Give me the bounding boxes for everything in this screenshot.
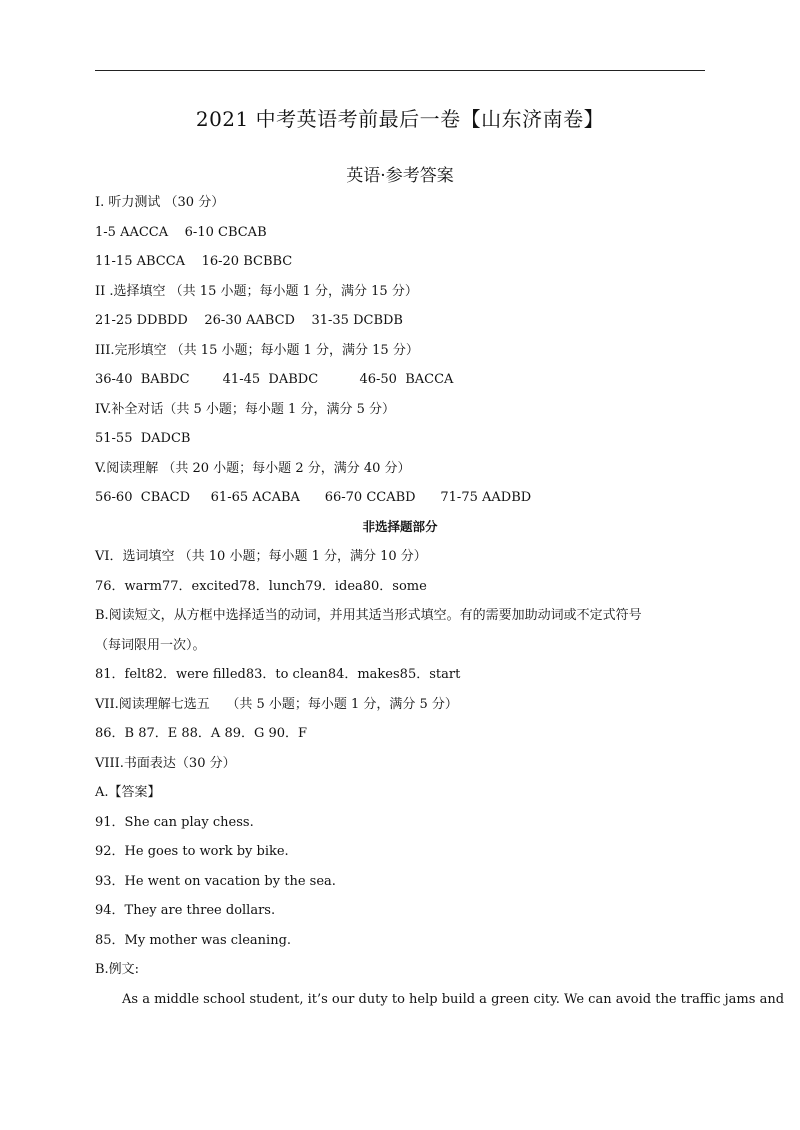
answer-line-36-50: 36-40 BABDC 41-45 DABDC 46-50 BACCA — [95, 372, 454, 387]
answer-line-21-35: 21-25 DDBDD 26-30 AABCD 31-35 DCBDB — [95, 313, 403, 328]
answer-line-95: 85．My mother was cleaning. — [95, 933, 292, 948]
answer-line-51-55: 51-55 DADCB — [95, 431, 191, 446]
answer-line-76-80: 76．warm77．excited78．lunch79．idea80．some — [95, 579, 427, 594]
section-listening-heading: I. 听力测试 （30 分） — [95, 195, 225, 210]
section-word-fill-heading: VI．选词填空 （共 10 小题；每小题 1 分，满分 10 分） — [95, 549, 427, 564]
non-choice-heading: 非选择题部分 — [362, 519, 438, 534]
section-cloze-heading: III.完形填空 （共 15 小题；每小题 1 分，满分 15 分） — [95, 343, 419, 358]
page-title: 2021 中考英语考前最后一卷【山东济南卷】 — [195, 107, 605, 131]
answer-line-56-75: 56-60 CBACD 61-65 ACABA 66-70 CCABD 71-75 AADBD — [95, 490, 532, 505]
answer-line-93: 93．He went on vacation by the sea. — [95, 874, 336, 889]
section-writing-heading: VIII.书面表达（30 分） — [95, 756, 236, 771]
section-reading-heading: V.阅读理解 （共 20 小题；每小题 2 分，满分 40 分） — [95, 461, 411, 476]
answer-line-1-10: 1-5 AACCA 6-10 CBCAB — [95, 225, 267, 240]
writing-a-label: A.【答案】 — [95, 785, 161, 800]
answer-line-92: 92．He goes to work by bike. — [95, 844, 289, 859]
answer-line-91: 91．She can play chess. — [95, 815, 254, 830]
answer-line-81-85: 81．felt82．were filled83．to clean84．makes85．start — [95, 667, 461, 682]
answer-line-94: 94．They are three dollars. — [95, 903, 276, 918]
answer-line-11-20: 11-15 ABCCA 16-20 BCBBC — [95, 254, 293, 269]
section-seven-five-heading: VII.阅读理解七选五 （共 5 小题；每小题 1 分，满分 5 分） — [95, 697, 458, 712]
writing-b-label: B.例文: — [95, 962, 140, 977]
section-dialogue-heading: IV.补全对话（共 5 小题；每小题 1 分，满分 5 分） — [95, 402, 395, 417]
section-choice-heading: II .选择填空 （共 15 小题；每小题 1 分，满分 15 分） — [95, 284, 418, 299]
page-subtitle: 英语·参考答案 — [346, 166, 454, 186]
section-b-instruction: B.阅读短文，从方框中选择适当的动词，并用其适当形式填空。有的需要加助动词或不定式符号 — [95, 608, 642, 623]
section-b-instruction-cont: （每词限用一次）。 — [95, 638, 206, 653]
answer-line-86-90: 86．B 87．E 88．A 89．G 90．F — [95, 726, 308, 741]
top-rule — [95, 70, 705, 71]
sample-essay-text: As a middle school student, it’s our duty to help build a green city. We can avoid the traffic jams and — [122, 992, 785, 1007]
